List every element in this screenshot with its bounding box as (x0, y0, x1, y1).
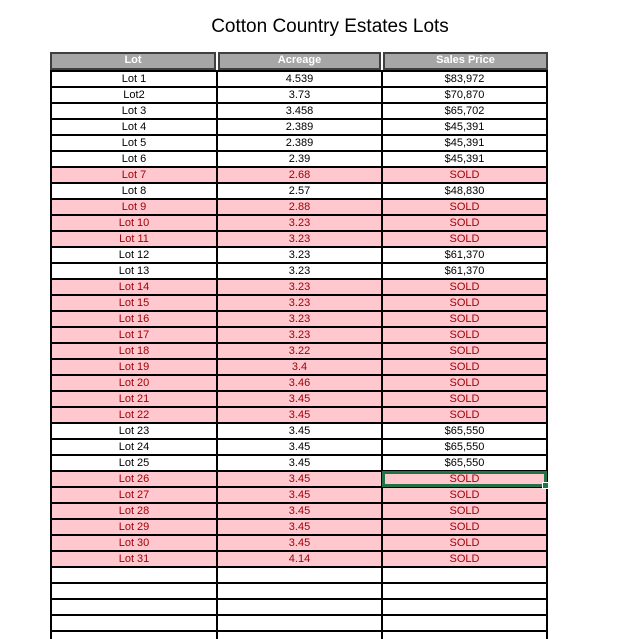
table-row (52, 168, 546, 184)
price-cell[interactable]: SOLD (383, 552, 546, 566)
lot-cell[interactable]: Lot 17 (52, 328, 218, 342)
table-row (52, 392, 546, 408)
lot-cell[interactable]: Lot 27 (52, 488, 218, 502)
price-cell[interactable]: SOLD (383, 392, 546, 406)
acreage-cell[interactable]: 3.23 (218, 328, 383, 342)
price-cell[interactable]: SOLD (383, 504, 546, 518)
acreage-cell[interactable]: 3.45 (218, 440, 383, 454)
selected-cell[interactable]: SOLD (383, 472, 546, 486)
acreage-cell[interactable]: 3.23 (218, 264, 383, 278)
table-row (52, 152, 546, 168)
price-cell[interactable]: SOLD (383, 536, 546, 550)
lot-cell[interactable]: Lot 4 (52, 120, 218, 134)
acreage-cell[interactable]: 3.45 (218, 472, 383, 486)
acreage-cell[interactable]: 3.45 (218, 504, 383, 518)
acreage-cell[interactable]: 3.46 (218, 376, 383, 390)
empty-row (52, 568, 546, 584)
lot-cell[interactable]: Lot 21 (52, 392, 218, 406)
lot-cell[interactable]: Lot 29 (52, 520, 218, 534)
lot-cell[interactable]: Lot 15 (52, 296, 218, 310)
acreage-cell[interactable] (218, 584, 383, 598)
lot-cell[interactable]: Lot 1 (52, 72, 218, 86)
acreage-cell[interactable]: 3.23 (218, 296, 383, 310)
table-row (52, 72, 546, 88)
lot-cell[interactable]: Lot 30 (52, 536, 218, 550)
price-cell[interactable] (383, 568, 546, 582)
lot-cell[interactable] (52, 600, 218, 614)
price-cell[interactable]: SOLD (383, 280, 546, 294)
table-row (52, 248, 546, 264)
fill-handle[interactable] (542, 482, 549, 489)
table-row (52, 328, 546, 344)
price-cell[interactable]: $61,370 (383, 264, 546, 278)
acreage-cell[interactable] (218, 632, 383, 639)
lot-cell[interactable]: Lot 26 (52, 472, 218, 486)
acreage-cell[interactable]: 3.23 (218, 248, 383, 262)
table-row (52, 280, 546, 296)
price-cell[interactable]: $45,391 (383, 136, 546, 150)
price-cell[interactable]: SOLD (383, 296, 546, 310)
acreage-cell[interactable] (218, 568, 383, 582)
acreage-cell[interactable]: 3.23 (218, 216, 383, 230)
table-row (52, 376, 546, 392)
table-row (52, 104, 546, 120)
price-cell[interactable]: $65,550 (383, 456, 546, 470)
price-cell[interactable]: $48,830 (383, 184, 546, 198)
acreage-cell[interactable]: 2.389 (218, 120, 383, 134)
empty-row (52, 600, 546, 616)
table-row (52, 296, 546, 312)
table-row (52, 360, 546, 376)
empty-row (52, 632, 546, 639)
price-cell[interactable] (383, 632, 546, 639)
lot-cell[interactable] (52, 616, 218, 630)
price-cell[interactable] (383, 616, 546, 630)
table-row (52, 472, 546, 488)
empty-row (52, 616, 546, 632)
lot-cell[interactable]: Lot 7 (52, 168, 218, 182)
table-row (52, 504, 546, 520)
price-cell[interactable]: SOLD (383, 408, 546, 422)
column-header-acreage[interactable]: Acreage (218, 52, 381, 70)
table-row (52, 408, 546, 424)
acreage-cell[interactable]: 4.539 (218, 72, 383, 86)
price-cell[interactable]: $65,550 (383, 440, 546, 454)
lot-cell[interactable]: Lot 11 (52, 232, 218, 246)
price-cell[interactable]: SOLD (383, 312, 546, 326)
table-row (52, 184, 546, 200)
acreage-cell[interactable] (218, 616, 383, 630)
price-cell[interactable]: SOLD (383, 520, 546, 534)
price-cell[interactable]: SOLD (383, 488, 546, 502)
price-cell[interactable] (383, 584, 546, 598)
acreage-cell[interactable]: 3.45 (218, 536, 383, 550)
lot-cell[interactable]: Lot 28 (52, 504, 218, 518)
table-row (52, 552, 546, 568)
price-cell[interactable]: $65,550 (383, 424, 546, 438)
acreage-cell[interactable]: 3.458 (218, 104, 383, 118)
lot-cell[interactable]: Lot 16 (52, 312, 218, 326)
acreage-cell[interactable]: 2.39 (218, 152, 383, 166)
acreage-cell[interactable]: 3.22 (218, 344, 383, 358)
acreage-cell[interactable]: 3.23 (218, 312, 383, 326)
price-cell[interactable]: SOLD (383, 168, 546, 182)
sheet-title: Cotton Country Estates Lots (211, 16, 449, 37)
acreage-cell[interactable]: 3.23 (218, 232, 383, 246)
price-cell[interactable] (383, 600, 546, 614)
column-header-sales-price[interactable]: Sales Price (383, 52, 548, 70)
lot-cell[interactable]: Lot 8 (52, 184, 218, 198)
lot-cell[interactable]: Lot 3 (52, 104, 218, 118)
price-cell[interactable]: SOLD (383, 376, 546, 390)
lot-cell[interactable]: Lot 22 (52, 408, 218, 422)
table-row (52, 488, 546, 504)
acreage-cell[interactable]: 3.45 (218, 488, 383, 502)
table-row (52, 344, 546, 360)
lot-cell[interactable]: Lot 10 (52, 216, 218, 230)
lot-cell[interactable]: Lot 14 (52, 280, 218, 294)
acreage-cell[interactable]: 4.14 (218, 552, 383, 566)
acreage-cell[interactable] (218, 600, 383, 614)
lot-cell[interactable]: Lot 25 (52, 456, 218, 470)
lot-cell[interactable]: Lot 13 (52, 264, 218, 278)
acreage-cell[interactable]: 3.45 (218, 456, 383, 470)
table-row (52, 200, 546, 216)
table-row (52, 264, 546, 280)
table-row (52, 88, 546, 104)
price-cell[interactable]: SOLD (383, 360, 546, 374)
table-row (52, 216, 546, 232)
acreage-cell[interactable]: 2.68 (218, 168, 383, 182)
empty-row (52, 584, 546, 600)
lot-cell[interactable]: Lot 24 (52, 440, 218, 454)
lot-cell[interactable]: Lot 31 (52, 552, 218, 566)
acreage-cell[interactable]: 3.4 (218, 360, 383, 374)
acreage-cell[interactable]: 2.88 (218, 200, 383, 214)
table-header (50, 52, 548, 70)
lot-cell[interactable] (52, 584, 218, 598)
acreage-cell[interactable]: 2.57 (218, 184, 383, 198)
lot-cell[interactable]: Lot 19 (52, 360, 218, 374)
price-cell[interactable]: $70,870 (383, 88, 546, 102)
table-row (52, 456, 546, 472)
price-cell[interactable]: $45,391 (383, 120, 546, 134)
acreage-cell[interactable]: 3.73 (218, 88, 383, 102)
price-cell[interactable]: SOLD (383, 232, 546, 246)
lot-cell[interactable] (52, 568, 218, 582)
table-row (52, 424, 546, 440)
acreage-cell[interactable]: 2.389 (218, 136, 383, 150)
column-header-lot[interactable]: Lot (50, 52, 216, 70)
lot-cell[interactable]: Lot 6 (52, 152, 218, 166)
price-cell[interactable]: $65,702 (383, 104, 546, 118)
price-cell[interactable]: SOLD (383, 216, 546, 230)
table-row (52, 536, 546, 552)
lot-cell[interactable]: Lot 18 (52, 344, 218, 358)
acreage-cell[interactable]: 3.45 (218, 424, 383, 438)
lot-cell[interactable]: Lot 20 (52, 376, 218, 390)
table-row (52, 136, 546, 152)
price-cell[interactable]: SOLD (383, 200, 546, 214)
table-row (52, 440, 546, 456)
table-row (52, 120, 546, 136)
lot-cell[interactable]: Lot 12 (52, 248, 218, 262)
price-cell[interactable]: $83,972 (383, 72, 546, 86)
table-row (52, 312, 546, 328)
lot-cell[interactable]: Lot 23 (52, 424, 218, 438)
lot-cell[interactable]: Lot 5 (52, 136, 218, 150)
price-cell[interactable]: $61,370 (383, 248, 546, 262)
lot-cell[interactable]: Lot2 (52, 88, 218, 102)
acreage-cell[interactable]: 3.45 (218, 392, 383, 406)
price-cell[interactable]: SOLD (383, 344, 546, 358)
lot-cell[interactable]: Lot 9 (52, 200, 218, 214)
acreage-cell[interactable]: 3.45 (218, 520, 383, 534)
lot-cell[interactable] (52, 632, 218, 639)
price-cell[interactable]: SOLD (383, 328, 546, 342)
acreage-cell[interactable]: 3.23 (218, 280, 383, 294)
table-body (50, 70, 548, 639)
price-cell[interactable]: $45,391 (383, 152, 546, 166)
acreage-cell[interactable]: 3.45 (218, 408, 383, 422)
table-row (52, 232, 546, 248)
table-row (52, 520, 546, 536)
